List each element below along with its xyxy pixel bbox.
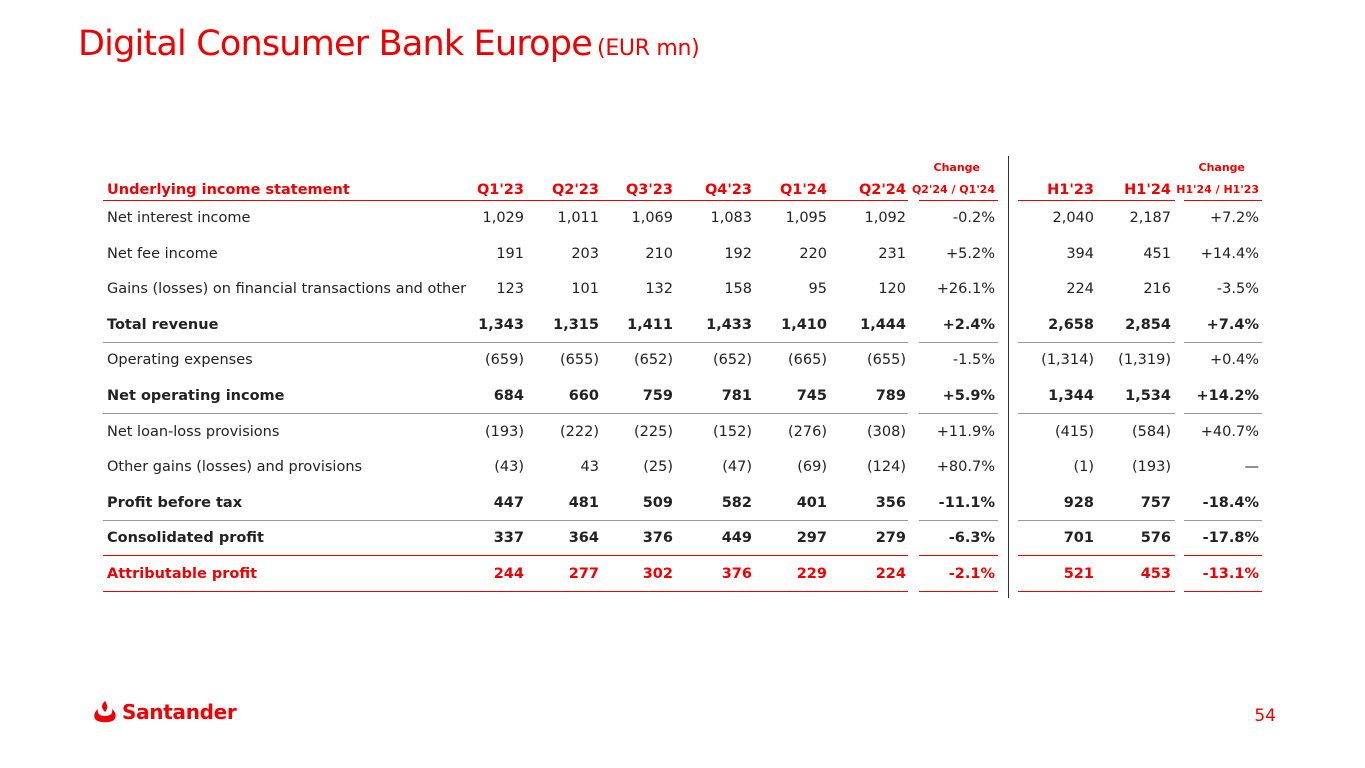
row-value-half: 1,344 [1048,388,1094,404]
row-value-half: 1,534 [1125,388,1171,404]
row-rule [103,413,908,414]
row-value-quarter: (652) [634,352,673,369]
row-label: Total revenue [107,316,219,333]
row-value-half: (415) [1055,423,1094,440]
row-value-quarter-change: +80.7% [936,459,995,476]
row-value-quarter: 509 [642,494,673,511]
row-label: Net interest income [107,210,251,226]
row-value-quarter: 1,029 [482,210,524,226]
row-value-quarter: 231 [878,245,906,262]
row-value-half-change: +14.4% [1200,245,1259,262]
row-value-quarter-change: -11.1% [938,494,995,511]
santander-logo [92,700,236,724]
row-value-half: 928 [1063,494,1094,511]
row-rule [103,342,908,343]
row-value-quarter-change: -0.2% [952,210,995,226]
row-value-quarter: 1,069 [631,210,673,226]
column-header-half: H1'24 [1124,182,1171,198]
row-value-quarter: 684 [493,388,524,404]
header-rule [919,200,998,201]
row-value-quarter: 120 [878,281,906,298]
row-value-quarter-change: -6.3% [948,530,995,547]
row-value-half-change: +14.2% [1196,388,1259,404]
row-value-quarter: (225) [634,423,673,440]
row-value-half: 224 [1066,281,1094,298]
column-header-change-sub: Q2'24 / Q1'24 [911,183,995,196]
row-label: Net loan-loss provisions [107,423,280,440]
row-value-half-change: +7.4% [1206,316,1259,333]
row-value-quarter: 376 [721,566,752,582]
row-rule [1018,555,1175,556]
row-value-quarter: 192 [724,245,752,262]
row-value-half: 394 [1066,245,1094,262]
row-value-quarter-change: +11.9% [936,423,995,440]
brand-name: Santander [122,700,237,724]
row-value-quarter: (47) [722,459,752,476]
row-label: Attributable profit [107,566,258,582]
row-value-quarter-change: +26.1% [936,281,995,298]
row-value-half: 2,658 [1048,316,1094,333]
column-header-change-top: Change [933,161,980,174]
row-value-half-change: +7.2% [1210,210,1259,226]
row-value-quarter: 1,092 [864,210,906,226]
row-value-quarter: 220 [799,245,827,262]
row-value-quarter: 401 [796,494,827,511]
row-value-quarter: 582 [721,494,752,511]
row-value-half: 701 [1063,530,1094,547]
row-value-half: (193) [1132,459,1171,476]
row-value-quarter: 210 [645,245,673,262]
row-rule [919,342,998,343]
row-value-half-change: +40.7% [1200,423,1259,440]
column-header-quarter: Q1'24 [779,182,827,198]
row-value-quarter: 1,343 [478,316,524,333]
row-value-half: (1) [1073,459,1094,476]
row-value-half-change: — [1244,459,1259,476]
row-rule [103,520,908,521]
row-label: Profit before tax [107,494,243,511]
row-value-quarter: 132 [645,281,673,298]
row-value-quarter: 1,315 [553,316,599,333]
column-header-quarter: Q2'23 [551,182,599,198]
row-label: Net fee income [107,245,218,262]
row-value-quarter: 297 [796,530,827,547]
row-rule [1184,555,1262,556]
row-value-quarter: 224 [875,566,906,582]
row-value-quarter: 279 [875,530,906,547]
row-value-quarter: 302 [642,566,673,582]
row-value-quarter: (652) [713,352,752,369]
page-number: 54 [1254,706,1276,726]
row-value-half: 521 [1063,566,1094,582]
row-value-quarter: 789 [875,388,906,404]
row-value-quarter: 376 [642,530,673,547]
header-rule [1184,200,1262,201]
row-value-half: 576 [1140,530,1171,547]
row-value-quarter: (152) [713,423,752,440]
row-value-half: 2,854 [1125,316,1171,333]
row-value-quarter: 101 [571,281,599,298]
row-value-quarter: 660 [568,388,599,404]
row-label: Other gains (losses) and provisions [107,459,363,476]
column-header-quarter: Q1'23 [476,182,524,198]
row-value-half: 216 [1143,281,1171,298]
row-value-quarter: (222) [560,423,599,440]
row-value-quarter-change: +2.4% [942,316,995,333]
row-rule [103,555,908,556]
row-value-quarter: 203 [571,245,599,262]
row-rule [1184,342,1262,343]
row-value-half-change: -3.5% [1216,281,1259,298]
row-value-quarter: 481 [568,494,599,511]
row-value-quarter: 1,411 [627,316,673,333]
row-value-quarter: 158 [724,281,752,298]
column-header-change-sub: H1'24 / H1'23 [1176,183,1259,196]
row-value-quarter: 95 [808,281,827,298]
row-value-quarter-change: -2.1% [948,566,995,582]
row-label: Gains (losses) on financial transactions and other [107,281,467,298]
row-value-quarter: 123 [496,281,524,298]
row-value-quarter: 244 [493,566,524,582]
row-value-quarter: 745 [796,388,827,404]
row-value-quarter: 191 [496,245,524,262]
row-value-half: 757 [1140,494,1171,511]
row-value-quarter: 356 [875,494,906,511]
row-label: Net operating income [107,388,285,404]
row-value-half: 451 [1143,245,1171,262]
row-value-quarter: 449 [721,530,752,547]
row-label: Consolidated profit [107,530,264,547]
row-value-half-change: -18.4% [1202,494,1259,511]
row-rule [919,520,998,521]
row-value-quarter: 447 [493,494,524,511]
page-title-main: Digital Consumer Bank Europe [78,24,592,64]
row-rule [1018,413,1175,414]
row-value-half-change: -17.8% [1202,530,1259,547]
row-value-quarter: (25) [643,459,673,476]
flame-icon [92,700,118,724]
column-header-change-top: Change [1198,161,1245,174]
row-value-quarter: 1,011 [557,210,599,226]
column-header-quarter: Q3'23 [625,182,673,198]
row-value-quarter: (655) [560,352,599,369]
row-value-quarter: 364 [568,530,599,547]
row-rule [103,591,908,592]
row-value-quarter: (276) [788,423,827,440]
row-value-quarter: (193) [485,423,524,440]
row-value-quarter-change: -1.5% [952,352,995,369]
row-rule [919,555,998,556]
row-value-quarter: (124) [867,459,906,476]
row-value-quarter: (69) [797,459,827,476]
row-rule [1018,520,1175,521]
row-value-half: 2,040 [1052,210,1094,226]
column-header-half: H1'23 [1047,182,1094,198]
header-rule [1018,200,1175,201]
row-value-half: 2,187 [1129,210,1171,226]
row-value-half-change: -13.1% [1202,566,1259,582]
row-value-half: (1,314) [1041,352,1094,369]
column-header-quarter: Q4'23 [704,182,752,198]
row-rule [1018,591,1175,592]
row-value-quarter: (659) [485,352,524,369]
row-value-quarter: 1,410 [781,316,827,333]
row-value-half: (584) [1132,423,1171,440]
row-value-quarter: 1,433 [706,316,752,333]
row-value-quarter: 781 [721,388,752,404]
row-value-quarter: (43) [494,459,524,476]
row-rule [1184,520,1262,521]
column-divider [1008,156,1009,598]
row-value-quarter-change: +5.2% [946,245,995,262]
row-value-quarter: 1,095 [785,210,827,226]
row-value-half: (1,319) [1118,352,1171,369]
table-header-label: Underlying income statement [107,182,350,198]
row-value-half: 453 [1140,566,1171,582]
row-value-quarter: 277 [568,566,599,582]
row-value-quarter: 337 [493,530,524,547]
row-value-quarter: 1,444 [860,316,906,333]
column-header-quarter: Q2'24 [858,182,906,198]
header-rule [103,200,908,201]
row-value-quarter-change: +5.9% [942,388,995,404]
row-value-quarter: 759 [642,388,673,404]
row-rule [1018,342,1175,343]
row-value-quarter: 229 [796,566,827,582]
row-label: Operating expenses [107,352,253,369]
page-title-unit: (EUR mn) [597,36,700,61]
row-value-quarter: (655) [867,352,906,369]
row-rule [1184,591,1262,592]
row-value-quarter: (308) [867,423,906,440]
row-value-quarter: (665) [788,352,827,369]
row-rule [919,413,998,414]
row-value-quarter: 43 [580,459,599,476]
row-rule [1184,413,1262,414]
row-value-quarter: 1,083 [710,210,752,226]
row-rule [919,591,998,592]
row-value-half-change: +0.4% [1210,352,1259,369]
